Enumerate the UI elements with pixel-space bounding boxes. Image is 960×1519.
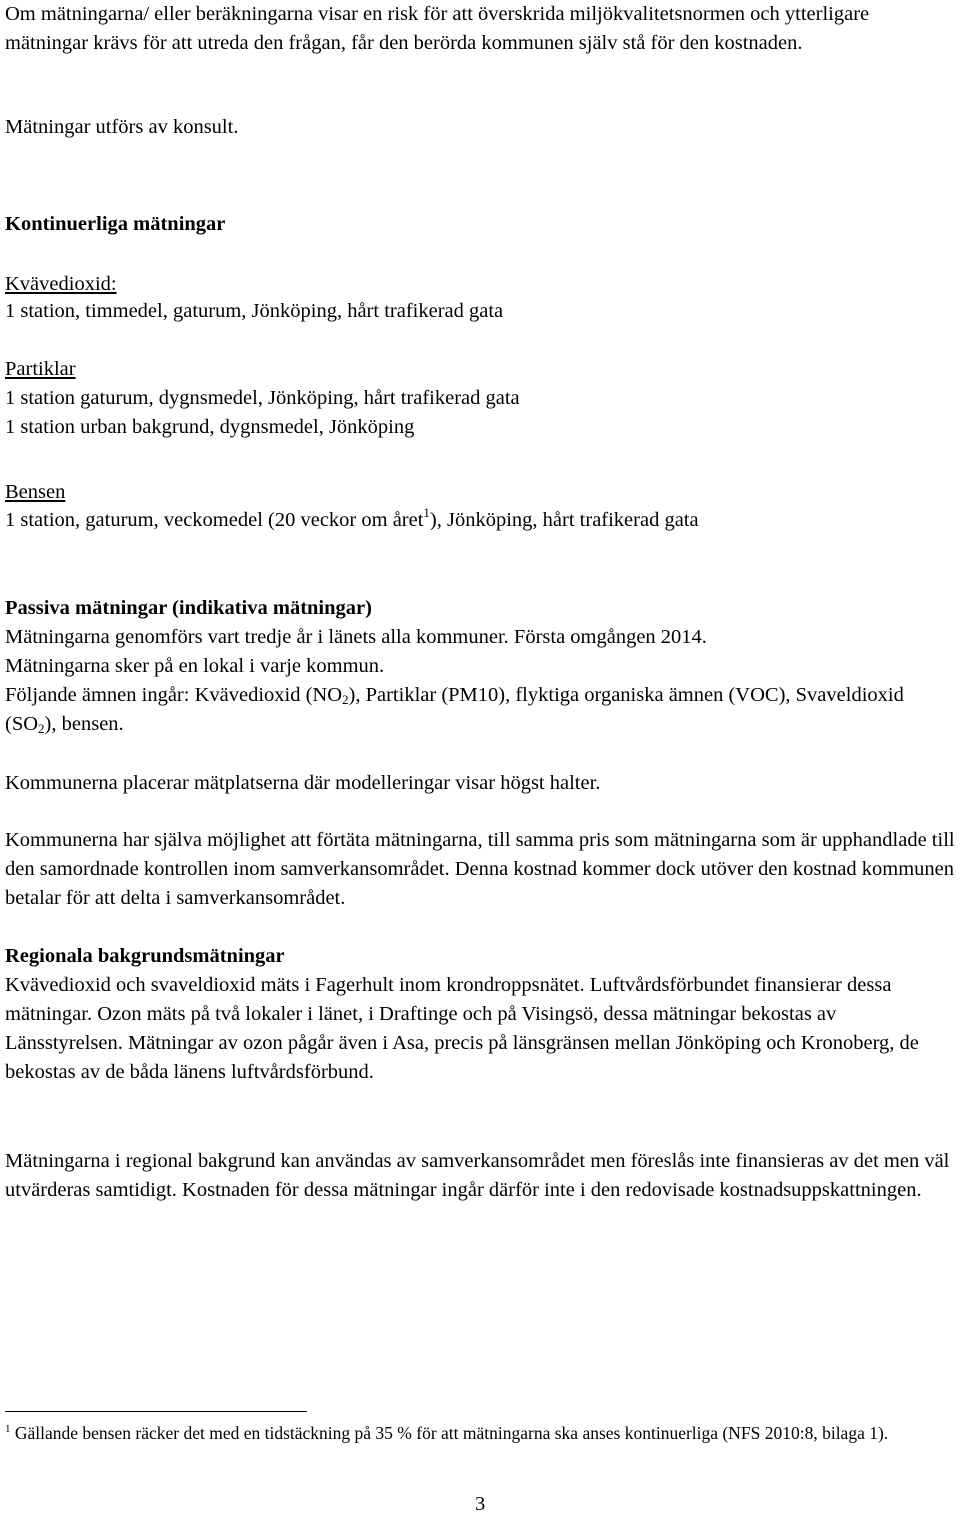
benzene-label: Bensen bbox=[5, 481, 66, 503]
placement-paragraph: Kommunerna placerar mätplatserna där modelleringar visar högst halter. bbox=[5, 772, 601, 794]
particles-label: Partiklar bbox=[5, 358, 76, 380]
continuous-heading: Kontinuerliga mätningar bbox=[5, 213, 226, 235]
passive-line-1: Mätningarna genomförs vart tredje år i länets alla kommuner. Första omgången 2014. bbox=[5, 626, 707, 648]
regional-heading: Regionala bakgrundsmätningar bbox=[5, 945, 285, 967]
footnote-separator bbox=[5, 1411, 307, 1412]
no2-label: Kvävedioxid: bbox=[5, 273, 117, 295]
regional-paragraph-2: Mätningarna i regional bakgrund kan användas av samverkansområdet men föreslås inte finansieras av det men väl utvärderas samtidigt. Kostnaden för dessa mätningar ingår därför inte i den redovisade kostnadsuppskattningen. bbox=[5, 1150, 950, 1201]
passive-heading: Passiva mätningar (indikativa mätningar) bbox=[5, 597, 372, 619]
no2-station-line: 1 station, timmedel, gaturum, Jönköping, hårt trafikerad gata bbox=[5, 300, 504, 322]
footnote-text: Gällande bensen räcker det med en tidstäckning på 35 % för att mätningarna ska anses kontinuerliga (NFS 2010:8, bilaga 1). bbox=[10, 1423, 889, 1443]
intro-paragraph: Om mätningarna/ eller beräkningarna visar en risk för att överskrida miljökvalitetsnormen och ytterligare mätningar krävs för att utreda den frågan, får den berörda kommunen själv stå för den kostnaden. bbox=[5, 3, 870, 54]
passive-substances bbox=[5, 681, 955, 739]
substances-text-mid: ), Partiklar (PM10), flyktiga organiska ämnen (VOC), Svaveldioxid (SO bbox=[5, 684, 904, 735]
densify-paragraph: Kommunerna har själva möjlighet att förtäta mätningarna, till samma pris som mätningarna som är upphandlade till den samordnade kontrollen inom samverkansområdet. Denna kostnad kommer dock utöver den kostnad kommunen betalar för att delta i samverkansområdet. bbox=[5, 829, 955, 909]
benzene-line-text: 1 station, gaturum, veckomedel (20 veckor om året bbox=[5, 509, 424, 531]
particles-station-line-2: 1 station urban bakgrund, dygnsmedel, Jönköping bbox=[5, 416, 415, 438]
no2-subscript: 2 bbox=[342, 692, 349, 707]
page-number: 3 bbox=[475, 1493, 486, 1515]
regional-paragraph-1: Kvävedioxid och svaveldioxid mäts i Fagerhult inom krondroppsnätet. Luftvårdsförbundet finansierar dessa mätningar. Ozon mäts på två lokaler i länet, i Draftinge och på Visingsö, dessa mätningar bekostas av Länsstyrelsen. Mätningar av ozon pågår även i Asa, precis på länsgränsen mellan Jönköping och Kronoberg, de bekostas av de båda länens luftvårdsförbund. bbox=[5, 974, 919, 1083]
footnote-ref: 1 bbox=[423, 505, 430, 520]
footnote bbox=[5, 1421, 955, 1445]
substances-text: Följande ämnen ingår: Kvävedioxid (NO bbox=[5, 684, 343, 706]
particles-station-line-1: 1 station gaturum, dygnsmedel, Jönköping, hårt trafikerad gata bbox=[5, 387, 520, 409]
substances-text-end: ), bensen. bbox=[44, 713, 124, 735]
so2-subscript: 2 bbox=[38, 721, 45, 736]
benzene-station-line bbox=[5, 506, 955, 535]
passive-line-2: Mätningarna sker på en lokal i varje kommun. bbox=[5, 655, 385, 677]
benzene-line-text-end: ), Jönköping, hårt trafikerad gata bbox=[429, 509, 699, 531]
intro-consultant-note: Mätningar utförs av konsult. bbox=[5, 116, 239, 138]
footnote-marker: 1 bbox=[5, 1423, 11, 1435]
